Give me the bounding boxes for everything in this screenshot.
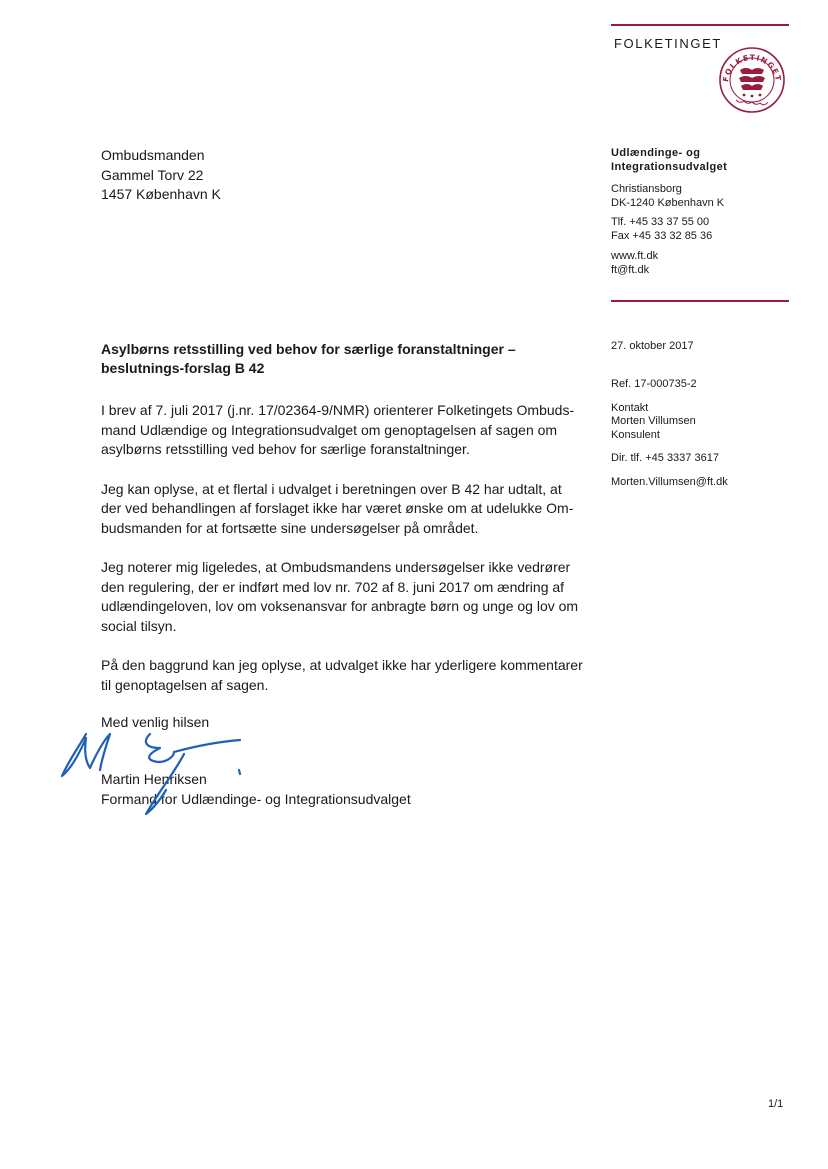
handwritten-signature [56,728,256,820]
location-line: Christiansborg [611,183,682,195]
reference-block [611,378,728,489]
contact-name: Morten Villumsen [611,415,696,427]
email-link[interactable]: ft@ft.dk [611,263,650,276]
contact-role: Konsulent [611,428,660,441]
recipient-line: Ombudsmanden [101,147,205,163]
signatory-title: Formand for Udlændinge- og Integrationsudvalget [101,791,411,807]
brand-name: FOLKETINGET [614,36,722,51]
body-paragraph: I brev af 7. juli 2017 (j.nr. 17/02364-9/NMR) orienterer Folketingets Ombuds-mand Udlændige og Integrationsudvalget om genoptagelsen af sagen om asylbørns retsstilling ved behov for særlige foranstaltninger. [101,402,575,457]
fax-line: Fax +45 33 32 85 36 [611,229,713,242]
committee-line: Udlændinge- og [611,147,701,159]
seal-lettering: FOLKETINGET [721,52,783,83]
signatory-name: Martin Henriksen [101,771,207,787]
website-link[interactable]: www.ft.dk [611,250,659,262]
body-paragraph: På den baggrund kan jeg oplyse, at udvalget ikke har yderligere kommentarer til genoptagelsen af sagen. [101,657,583,693]
letter-subject: Asylbørns retsstilling ved behov for særlige foranstaltninger – beslutnings-forslag B 42 [101,341,516,376]
header-divider [611,300,789,302]
recipient-line: 1457 København K [101,186,221,202]
body-paragraph: Jeg kan oplyse, at et flertal i udvalget i beretningen over B 42 har udtalt, at der ved behandlingen af forslaget ikke har været ønske om at udelukke Om-budsmanden for at fortsætte sine undersøgelser på området. [101,480,574,536]
committee-web [611,250,658,277]
letter-body [101,401,585,715]
contact-label: Kontakt [611,401,649,414]
location-line: DK-1240 København K [611,196,725,209]
committee-name [611,146,727,174]
recipient-line: Gammel Torv 22 [101,166,204,183]
recipient-address [101,146,221,205]
direct-phone: Dir. tlf. +45 3337 3617 [611,452,719,464]
body-paragraph: Jeg noterer mig ligeledes, at Ombudsmandens undersøgelser ikke vedrører den regulering, der er indført med lov nr. 702 af 8. juni 2017 om ændring af udlændingeloven, lov om voksenansvar for anbragte børn og unge og lov om social tilsyn. [101,559,579,634]
phone-line: Tlf. +45 33 37 55 00 [611,216,710,228]
closing-phrase: Med venlig hilsen [101,714,210,730]
reference-number: Ref. 17-000735-2 [611,378,697,390]
contact-email[interactable]: Morten.Villumsen@ft.dk [611,475,728,488]
letter-date: 27. oktober 2017 [611,340,694,352]
top-rule [611,24,789,26]
committee-location [611,183,724,210]
committee-line: Integrationsudvalget [611,161,728,173]
page-number: 1/1 [768,1098,784,1110]
committee-phones [611,216,712,243]
folketinget-seal [718,46,786,114]
